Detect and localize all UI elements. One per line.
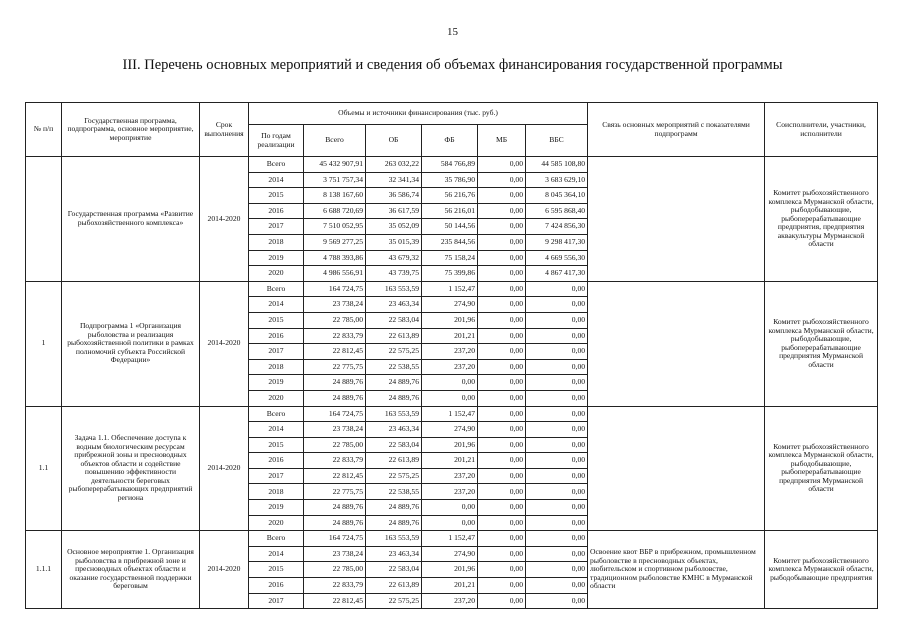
table-row xyxy=(26,531,878,547)
vbs-cell: 0,00 xyxy=(526,297,588,313)
ob-cell: 36 586,74 xyxy=(366,188,422,204)
ob-cell: 163 553,59 xyxy=(366,406,422,422)
total-cell: 22 833,79 xyxy=(304,453,366,469)
header-term: Срок выполнения xyxy=(200,103,249,157)
year-cell: 2014 xyxy=(249,546,304,562)
table-row xyxy=(26,281,878,297)
program-name: Основное мероприятие 1. Организация рыболовства в прибрежной зоне и пресноводных объектах области и оказание государственной поддержки береговым xyxy=(62,531,200,609)
program-name: Задача 1.1. Обеспечение доступа к водным биологическим ресурсам прибрежной зоны и пресноводных объектов области и содействие повышению эффективности деятельности береговых рыбоперерабатывающих предприятий региона xyxy=(62,406,200,531)
ob-cell: 22 583,04 xyxy=(366,437,422,453)
total-cell: 22 812,45 xyxy=(304,468,366,484)
mb-cell: 0,00 xyxy=(478,468,526,484)
header-total: Всего xyxy=(304,125,366,157)
row-number: 1.1 xyxy=(26,406,62,531)
vbs-cell: 7 424 856,30 xyxy=(526,219,588,235)
total-cell: 7 510 052,95 xyxy=(304,219,366,235)
year-cell: 2016 xyxy=(249,203,304,219)
ob-cell: 22 575,25 xyxy=(366,468,422,484)
mb-cell: 0,00 xyxy=(478,219,526,235)
total-cell: 22 775,75 xyxy=(304,359,366,375)
mb-cell: 0,00 xyxy=(478,359,526,375)
fb-cell: 201,96 xyxy=(422,312,478,328)
header-program: Государственная программа, подпрограмма, основное мероприятие, мероприятие xyxy=(62,103,200,157)
total-cell: 22 812,45 xyxy=(304,344,366,360)
fb-cell: 1 152,47 xyxy=(422,531,478,547)
ob-cell: 22 538,55 xyxy=(366,484,422,500)
executors: Комитет рыбохозяйственного комплекса Мурманской области, рыбодобывающие предприятия xyxy=(765,531,878,609)
financing-table xyxy=(25,102,878,609)
year-cell: 2020 xyxy=(249,266,304,282)
total-cell: 23 738,24 xyxy=(304,546,366,562)
year-cell: 2017 xyxy=(249,593,304,609)
fb-cell: 0,00 xyxy=(422,390,478,406)
total-cell: 22 785,00 xyxy=(304,437,366,453)
mb-cell: 0,00 xyxy=(478,312,526,328)
ob-cell: 22 613,89 xyxy=(366,453,422,469)
vbs-cell: 0,00 xyxy=(526,484,588,500)
program-name: Подпрограмма 1 «Организация рыболовства и реализация рыбохозяйственной политики в рамках полномочий субъекта Российской Федерации» xyxy=(62,281,200,406)
mb-cell: 0,00 xyxy=(478,344,526,360)
ob-cell: 22 613,89 xyxy=(366,578,422,594)
term: 2014-2020 xyxy=(200,531,249,609)
ob-cell: 32 341,34 xyxy=(366,172,422,188)
ob-cell: 163 553,59 xyxy=(366,281,422,297)
vbs-cell: 6 595 868,40 xyxy=(526,203,588,219)
fb-cell: 56 216,01 xyxy=(422,203,478,219)
vbs-cell: 0,00 xyxy=(526,312,588,328)
fb-cell: 0,00 xyxy=(422,375,478,391)
mb-cell: 0,00 xyxy=(478,500,526,516)
year-cell: 2015 xyxy=(249,437,304,453)
vbs-cell: 0,00 xyxy=(526,344,588,360)
fb-cell: 1 152,47 xyxy=(422,281,478,297)
vbs-cell: 0,00 xyxy=(526,562,588,578)
total-cell: 6 688 720,69 xyxy=(304,203,366,219)
year-cell: 2020 xyxy=(249,515,304,531)
mb-cell: 0,00 xyxy=(478,546,526,562)
vbs-cell: 0,00 xyxy=(526,468,588,484)
fb-cell: 201,96 xyxy=(422,437,478,453)
total-cell: 22 785,00 xyxy=(304,312,366,328)
total-cell: 22 775,75 xyxy=(304,484,366,500)
mb-cell: 0,00 xyxy=(478,375,526,391)
total-cell: 9 569 277,25 xyxy=(304,234,366,250)
mb-cell: 0,00 xyxy=(478,172,526,188)
mb-cell: 0,00 xyxy=(478,250,526,266)
year-cell: 2018 xyxy=(249,484,304,500)
vbs-cell: 0,00 xyxy=(526,390,588,406)
total-cell: 22 833,79 xyxy=(304,328,366,344)
fb-cell: 201,21 xyxy=(422,453,478,469)
year-cell: Всего xyxy=(249,531,304,547)
total-cell: 164 724,75 xyxy=(304,281,366,297)
ob-cell: 23 463,34 xyxy=(366,422,422,438)
vbs-cell: 0,00 xyxy=(526,359,588,375)
program-name: Государственная программа «Развитие рыбохозяйственного комплекса» xyxy=(62,157,200,282)
total-cell: 45 432 907,91 xyxy=(304,157,366,173)
page-number: 15 xyxy=(447,26,458,38)
year-cell: 2017 xyxy=(249,468,304,484)
fb-cell: 0,00 xyxy=(422,515,478,531)
ob-cell: 43 739,75 xyxy=(366,266,422,282)
header-fb: ФБ xyxy=(422,125,478,157)
fb-cell: 237,20 xyxy=(422,344,478,360)
header-row-1 xyxy=(26,103,878,125)
row-number xyxy=(26,157,62,282)
fb-cell: 237,20 xyxy=(422,593,478,609)
fb-cell: 237,20 xyxy=(422,359,478,375)
year-cell: 2017 xyxy=(249,344,304,360)
indicator-link xyxy=(588,157,765,282)
total-cell: 4 788 393,86 xyxy=(304,250,366,266)
executors: Комитет рыбохозяйственного комплекса Мурманской области, рыбодобывающие, рыбоперерабатывающие предприятия Мурманской области xyxy=(765,406,878,531)
term: 2014-2020 xyxy=(200,406,249,531)
mb-cell: 0,00 xyxy=(478,328,526,344)
ob-cell: 35 052,09 xyxy=(366,219,422,235)
mb-cell: 0,00 xyxy=(478,234,526,250)
ob-cell: 22 583,04 xyxy=(366,312,422,328)
year-cell: 2019 xyxy=(249,250,304,266)
year-cell: 2016 xyxy=(249,578,304,594)
fb-cell: 274,90 xyxy=(422,422,478,438)
page-title: III. Перечень основных мероприятий и сведения об объемах финансирования государственной программы xyxy=(122,57,783,73)
total-cell: 23 738,24 xyxy=(304,297,366,313)
fb-cell: 584 766,89 xyxy=(422,157,478,173)
indicator-link xyxy=(588,281,765,406)
vbs-cell: 4 669 556,30 xyxy=(526,250,588,266)
indicator-link: Освоение квот ВБР в прибрежном, промышленном рыболовстве в пресноводных объектах, любительском и спортивном рыболовстве, традиционном рыболовстве КМНС в Мурманской области xyxy=(588,531,765,609)
ob-cell: 22 575,25 xyxy=(366,344,422,360)
vbs-cell: 0,00 xyxy=(526,593,588,609)
fb-cell: 56 216,76 xyxy=(422,188,478,204)
ob-cell: 35 015,39 xyxy=(366,234,422,250)
vbs-cell: 44 585 108,80 xyxy=(526,157,588,173)
total-cell: 24 889,76 xyxy=(304,515,366,531)
header-ob: ОБ xyxy=(366,125,422,157)
fb-cell: 274,90 xyxy=(422,297,478,313)
header-mb: МБ xyxy=(478,125,526,157)
vbs-cell: 0,00 xyxy=(526,406,588,422)
vbs-cell: 0,00 xyxy=(526,515,588,531)
mb-cell: 0,00 xyxy=(478,562,526,578)
mb-cell: 0,00 xyxy=(478,453,526,469)
year-cell: 2015 xyxy=(249,312,304,328)
fb-cell: 35 786,90 xyxy=(422,172,478,188)
fb-cell: 201,21 xyxy=(422,578,478,594)
ob-cell: 22 538,55 xyxy=(366,359,422,375)
ob-cell: 22 575,25 xyxy=(366,593,422,609)
mb-cell: 0,00 xyxy=(478,203,526,219)
ob-cell: 23 463,34 xyxy=(366,297,422,313)
mb-cell: 0,00 xyxy=(478,484,526,500)
executors: Комитет рыбохозяйственного комплекса Мурманской области, рыбодобывающие, рыбоперерабатывающие предприятия Мурманской области xyxy=(765,281,878,406)
total-cell: 22 833,79 xyxy=(304,578,366,594)
year-cell: 2016 xyxy=(249,328,304,344)
total-cell: 24 889,76 xyxy=(304,375,366,391)
fb-cell: 0,00 xyxy=(422,500,478,516)
indicator-link xyxy=(588,406,765,531)
vbs-cell: 3 683 629,10 xyxy=(526,172,588,188)
vbs-cell: 0,00 xyxy=(526,437,588,453)
total-cell: 4 986 556,91 xyxy=(304,266,366,282)
vbs-cell: 0,00 xyxy=(526,546,588,562)
ob-cell: 163 553,59 xyxy=(366,531,422,547)
ob-cell: 36 617,59 xyxy=(366,203,422,219)
header-funding: Объемы и источники финансирования (тыс. руб.) xyxy=(249,103,588,125)
total-cell: 22 812,45 xyxy=(304,593,366,609)
year-cell: 2018 xyxy=(249,234,304,250)
term: 2014-2020 xyxy=(200,157,249,282)
year-cell: 2014 xyxy=(249,297,304,313)
vbs-cell: 0,00 xyxy=(526,578,588,594)
total-cell: 3 751 757,34 xyxy=(304,172,366,188)
ob-cell: 24 889,76 xyxy=(366,390,422,406)
vbs-cell: 4 867 417,30 xyxy=(526,266,588,282)
ob-cell: 24 889,76 xyxy=(366,375,422,391)
ob-cell: 263 032,22 xyxy=(366,157,422,173)
fb-cell: 1 152,47 xyxy=(422,406,478,422)
total-cell: 164 724,75 xyxy=(304,406,366,422)
fb-cell: 50 144,56 xyxy=(422,219,478,235)
mb-cell: 0,00 xyxy=(478,437,526,453)
total-cell: 22 785,00 xyxy=(304,562,366,578)
mb-cell: 0,00 xyxy=(478,266,526,282)
fb-cell: 201,21 xyxy=(422,328,478,344)
mb-cell: 0,00 xyxy=(478,188,526,204)
ob-cell: 24 889,76 xyxy=(366,515,422,531)
year-cell: 2017 xyxy=(249,219,304,235)
mb-cell: 0,00 xyxy=(478,422,526,438)
vbs-cell: 0,00 xyxy=(526,531,588,547)
header-num: № п/п xyxy=(26,103,62,157)
year-cell: Всего xyxy=(249,157,304,173)
year-cell: 2019 xyxy=(249,375,304,391)
year-cell: Всего xyxy=(249,406,304,422)
vbs-cell: 0,00 xyxy=(526,281,588,297)
vbs-cell: 0,00 xyxy=(526,422,588,438)
vbs-cell: 0,00 xyxy=(526,500,588,516)
vbs-cell: 0,00 xyxy=(526,328,588,344)
year-cell: 2020 xyxy=(249,390,304,406)
fb-cell: 75 399,86 xyxy=(422,266,478,282)
fb-cell: 237,20 xyxy=(422,484,478,500)
total-cell: 24 889,76 xyxy=(304,500,366,516)
header-executors: Соисполнители, участники, исполнители xyxy=(765,103,878,157)
vbs-cell: 9 298 417,30 xyxy=(526,234,588,250)
year-cell: Всего xyxy=(249,281,304,297)
ob-cell: 22 583,04 xyxy=(366,562,422,578)
year-cell: 2015 xyxy=(249,188,304,204)
total-cell: 164 724,75 xyxy=(304,531,366,547)
mb-cell: 0,00 xyxy=(478,297,526,313)
year-cell: 2016 xyxy=(249,453,304,469)
fb-cell: 237,20 xyxy=(422,468,478,484)
table-row xyxy=(26,406,878,422)
mb-cell: 0,00 xyxy=(478,578,526,594)
total-cell: 23 738,24 xyxy=(304,422,366,438)
row-number: 1.1.1 xyxy=(26,531,62,609)
mb-cell: 0,00 xyxy=(478,390,526,406)
year-cell: 2018 xyxy=(249,359,304,375)
year-cell: 2019 xyxy=(249,500,304,516)
fb-cell: 235 844,56 xyxy=(422,234,478,250)
header-vbs: ВБС xyxy=(526,125,588,157)
year-cell: 2014 xyxy=(249,422,304,438)
vbs-cell: 8 045 364,10 xyxy=(526,188,588,204)
vbs-cell: 0,00 xyxy=(526,453,588,469)
header-link: Связь основных мероприятий с показателями подпрограмм xyxy=(588,103,765,157)
total-cell: 24 889,76 xyxy=(304,390,366,406)
vbs-cell: 0,00 xyxy=(526,375,588,391)
mb-cell: 0,00 xyxy=(478,157,526,173)
fb-cell: 75 158,24 xyxy=(422,250,478,266)
ob-cell: 24 889,76 xyxy=(366,500,422,516)
year-cell: 2015 xyxy=(249,562,304,578)
ob-cell: 22 613,89 xyxy=(366,328,422,344)
row-number: 1 xyxy=(26,281,62,406)
year-cell: 2014 xyxy=(249,172,304,188)
fb-cell: 274,90 xyxy=(422,546,478,562)
executors: Комитет рыбохозяйственного комплекса Мурманской области, рыбодобывающие, рыбоперерабатывающие предприятия, предприятия аквакультуры Мурманской области xyxy=(765,157,878,282)
mb-cell: 0,00 xyxy=(478,281,526,297)
ob-cell: 43 679,32 xyxy=(366,250,422,266)
ob-cell: 23 463,34 xyxy=(366,546,422,562)
header-years: По годам реализации xyxy=(249,125,304,157)
mb-cell: 0,00 xyxy=(478,531,526,547)
mb-cell: 0,00 xyxy=(478,406,526,422)
total-cell: 8 138 167,60 xyxy=(304,188,366,204)
table-row xyxy=(26,157,878,173)
mb-cell: 0,00 xyxy=(478,593,526,609)
fb-cell: 201,96 xyxy=(422,562,478,578)
mb-cell: 0,00 xyxy=(478,515,526,531)
term: 2014-2020 xyxy=(200,281,249,406)
